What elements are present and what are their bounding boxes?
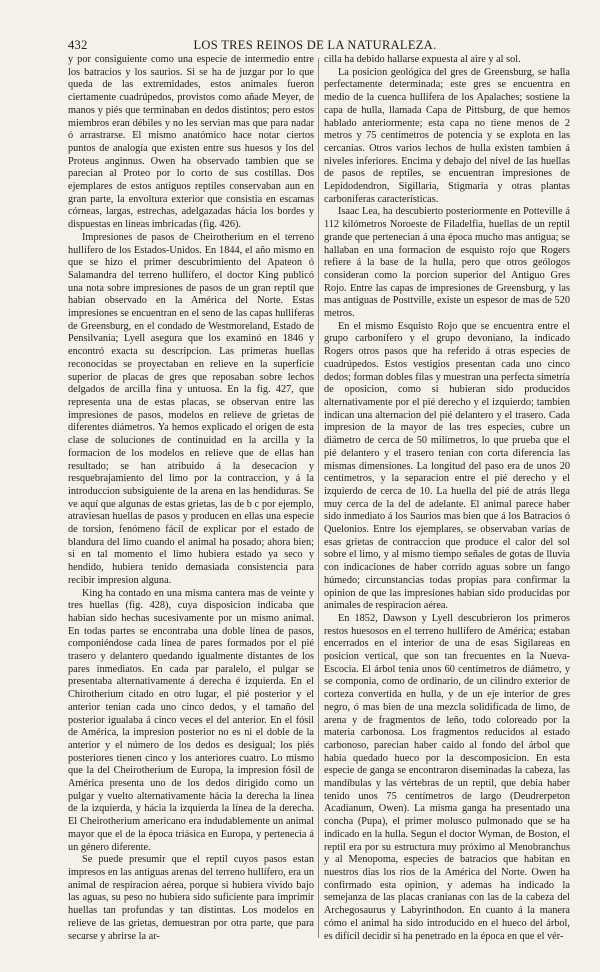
- paragraph: Se puede presumir que el reptil cuyos pasos estan impresos en las antiguas arenas del terreno hullífero, era un animal de respiracion aérea, porque si hubiera vivido bajo las aguas, su peso no hubiera sido suficiente para imprimir huellas tan profundas y tan distintas. Los modelos en relieve de las grietas, demuestran por otra parte, que para secarse y abrirse la ar-: [68, 854, 314, 942]
- paragraph: Impresiones de pasos de Cheirotherium en el terreno hullífero de los Estados-Unidos. En 1844, el año mismo en que se hizo el primer descubrimiento del Apateon ó Salamandra del terreno hullífero, el doctor King publicó una nota sobre impresiones de pasos de un gran reptil que habian observado en la América del Norte. Estas impresiones se encuentran en el seno de las capas hulliferas de Greensburg, en el condado de Westmoreland, Estado de Pensilvania; Lyell asegura que los examinó en 1846 y encontró exacta su descripcion. Las primeras huellas reconocidas se proyectaban en relieve en la superficie superior de placas de gres que reposaban sobre lechos delgados de arcilla fina y untuosa. En la fig. 427, que representa una de estas placas, se observan entre las impresiones de pasos, modelos en relieve de grietas de diferentes diámetros. Ya hemos explicado el origen de esta clase de soluciones de continuidad en la arcilla y la formacion de los modelos en relieve que de ellas han resultado; se han atribuido á la desecacion y resquebrajamiento del limo por la contraccion, y á la introduccion subsiguiente de la arena en las hendiduras. Se ve aquí que algunas de estas grietas, las de b c por ejemplo, atraviesan huellas de pasos y producen en ellas una especie de torsion, fenómeno fácil de explicar por el estado de blandura del limo cuando el animal ha posado; ahora bien; si en tal momento el limo hubiera estado ya seco y hendido, hubiera tenido demasiada consistencia para recibir impresion alguna.: [68, 231, 314, 586]
- running-title: LOS TRES REINOS DE LA NATURALEZA.: [193, 38, 437, 52]
- left-column: [68, 54, 314, 954]
- paragraph: cilla ha debido hallarse expuesta al aire y al sol.: [324, 54, 521, 65]
- paragraph: y por consiguiente como una especie de intermedio entre los batracios y los saurios. Si se ha de juzgar por lo que queda de las extremidades, estos animales fueron ciertamente cuadrúpedos, provistos como añade Meyer, de manos y piés que terminaban en dedos distintos; pero estos miembros eran débiles y no les servian mas que para nadar ó arrastrarse. El mismo anatómico hace notar ciertos puntos de analogía que existen entre sus huesos y los del Proteus anginnus. Owen ha observado tambien que se parecian al Proteo por lo corto de sus costillas. Dos ejemplares de estos antiguos reptiles conservaban aun en gran parte, la envoltura exterior que consistia en escamas córneas, largas, estrechas, adelgazadas hácia los bordes y dispuestas en líneas imbricadas (fig. 426).: [68, 54, 314, 231]
- paragraph: La posicion geológica del gres de Greensburg, se halla perfectamente determinada; este gres se encuentra en medio de la cuenca hullífera de los Apalaches; sostiene la capa de hulla, llamada Capa de Pittsburg, de que hemos hablado anteriormente; esta capa no tiene menos de 2 metros y 75 centímetros de potencia y se explota en las cercanías. Otros varios lechos de hulla existen tambien á niveles inferiores. Encima y debajo del nivel de las huellas de pasos de reptiles, se encuentran impresiones de Lepidodendron, Sigillaria, Stigmaria y otras plantas carboníferas características.: [324, 66, 570, 205]
- paragraph: En 1852, Dawson y Lyell descubrieron los primeros restos huesosos en el terreno hullífero de América; estaban encerrados en el interior de una de esas Sigilareas en posicion vertical, que son tan frecuentes en la Nueva-Escocia. El árbol tenia unos 60 centímetros de diámetro, y se componia, como de ordinario, de un cilindro exterior de corteza convertida en hulla, y de un eje interior de gres negro, ó mas bien de una mezcla solidificada de limo, de arena y de fragmentos de leño, todo coloreado por la materia carbonosa. Los fragmentos reducidos al estado carbonoso, parecian haber caido al fondo del árbol que habia quedado hueco por la descomposicion. En esta especie de ganga se encontraron diseminadas la cabeza, las mandíbulas y las vértebras de un reptil, que debia haber tenido unos 75 centímetros de largo (Deudrerpeton Acadianum, Owen). La misma ganga ha presentado una concha (Pupa), el primer molusco pulmonado que se ha indicado en la hulla. Segun el doctor Wyman, de Boston, el reptil era por su estructura muy próximo al Menobranchus y al Menopoma, especies de batracios que habitan en nuestros dias los rios de la América del Norte. Owen ha confirmado esta opinion, y ademas ha indicado la semejanza de las placas cranianas con las de la cabeza del Archegosaurus y Labyrinthodon. En cuanto á la manera cómo el animal ha sido introducido en el hueco del árbol, es difícil decidir si ha penetrado en la época en que el vér-: [324, 612, 570, 942]
- column-divider: [318, 58, 319, 938]
- paragraph: Isaac Lea, ha descubierto posteriormente en Potteville á 112 kilómetros Noroeste de Filadelfia, huellas de un reptil grande que pertenecian á una época mucho mas antigua; se hallaban en una formacion de esquisto rojo que Rogers refiere á la base de la hulla, pero que otros geólogos consideran como la porcion superior del Antiguo Gres Rojo. Entre las capas de impresiones de Greensburg, y las mas antiguas de Posttville, existe un espesor de mas de 520 metros.: [324, 206, 570, 320]
- paragraph: King ha contado en una misma cantera mas de veinte y tres huellas (fig. 428), cuya disposicion indicaba que habian sido hechas sucesivamente por un mismo animal. En todas partes se encontraba una doble línea de pasos, componiéndose cada línea de pares formados por el pié trasero y delantero quedando igualmente distantes de los pares inmediatos. En cada par paralelo, el pulgar se presentaba alternativamente á derecha é izquierda. En el Chirotherium citado en otro lugar, el pié posterior y el anterior tenian cada uno cinco dedos, y el tamaño del posterior igualaba á cinco veces el del anterior. En el fósil de América, la impresion posterior no es ni el doble de la anterior y el número de los dedos es desigual; los piés posteriores tienen cinco y los anteriores cuatro. Lo mismo que la del Cheirotherium de Europa, la impresion fósil de América presenta uno de los dedos dirigido como un pulgar y vuelto alternativamente hácia la derecha la línea de la izquierda, y hácia la izquierda la línea de la derecha. El Cheirotherium americano era indudablemente un animal mayor que el de la época triásica en Europa, y pertenecia á un género diferente.: [68, 587, 314, 853]
- page-number: 432: [68, 38, 88, 52]
- paragraph: En el mismo Esquisto Rojo que se encuentra entre el grupo carbonífero y el grupo devoniano, la indicado Rogers otros pasos que ha referido á otras especies de cuadrúpedos. Estos vestigios presentan cada uno cinco dedos; forman dobles filas y muestran una perfecta simetría de oposicion, como si hubieran sido producidos alternativamente por el pié derecho y el izquierdo; tambien indican una alternacion del pié delantero y el trasero. Cada impresion de la mayor de las tres especies, cubre un diámetro de cerca de 50 milímetros, lo que prueba que el pié delantero y el trasero tenian con corta diferencia las mismas dimensiones. La longitud del paso era de unos 20 centímetros, y la separacion entre el pié derecho y el izquierdo de cerca de 10. La huella del pié de atrás llega muy cerca de la del de adelante. El animal parece haber sido inmediato á los Saurios mas bien que á los Batracios ó Quelonios. Entre los ejemplares, se observaban varias de esas grietas de contraccion que produce el calor del sol sobre el limo, y al mismo tiempo señales de gotas de lluvia con indicaciones de haber corrido aguas sobre un fango húmedo; circunstancias todas propias para confirmar la opinion de que las impresiones habian sido producidas por animales de respiracion aérea.: [324, 320, 570, 612]
- right-column: [324, 54, 570, 954]
- page-header: [68, 38, 562, 54]
